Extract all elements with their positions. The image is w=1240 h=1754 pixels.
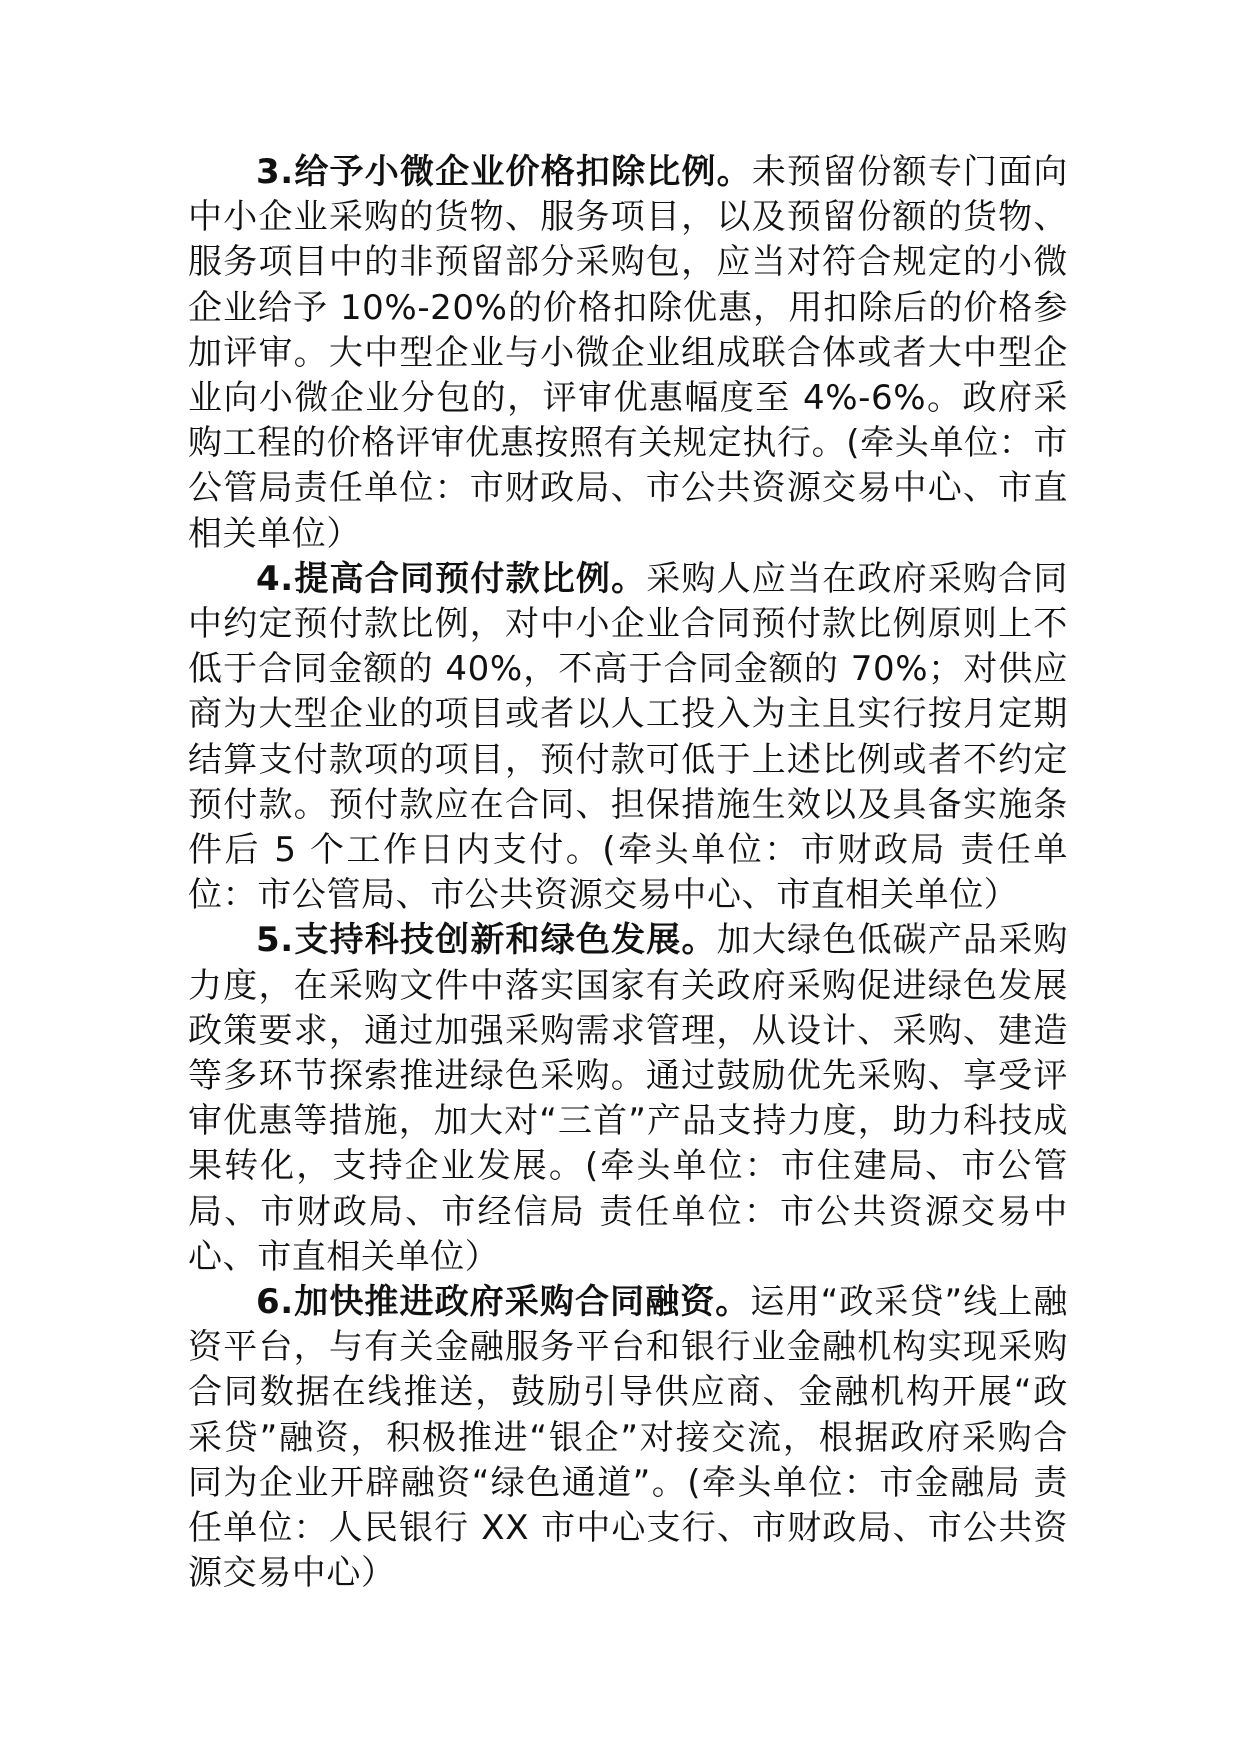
paragraph-item-5 bbox=[188, 918, 1068, 1280]
paragraph-body: 运用“政采贷”线上融资平台，与有关金融服务平台和银行业金融机构实现采购合同数据在线推送，鼓励引导供应商、金融机构开展“政采贷”融资，积极推进“银企”对接交流，根据政府采购合同为企业开辟融资“绿色通道”。(牵头单位：市金融局 责任单位：人民银行 XX 市中心支行、市财政局、市公共资源交易中心） bbox=[188, 1282, 1068, 1594]
paragraph-title: 5.支持科技创新和绿色发展。 bbox=[256, 920, 717, 961]
paragraph-body: 未预留份额专门面向中小企业采购的货物、服务项目，以及预留份额的货物、服务项目中的非预留部分采购包，应当对符合规定的小微企业给予 10%-20%的价格扣除优惠，用扣除后的价格参加评审。大中型企业与小微企业组成联合体或者大中型企业向小微企业分包的，评审优惠幅度至 4%-6%。政府采购工程的价格评审优惠按照有关规定执行。(牵头单位：市公管局责任单位：市财政局、市公共资源交易中心、市直相关单位） bbox=[188, 152, 1068, 554]
paragraph-item-4 bbox=[188, 557, 1068, 919]
paragraph-title: 3.给予小微企业价格扣除比例。 bbox=[256, 152, 752, 192]
paragraph-item-6 bbox=[188, 1280, 1068, 1596]
paragraph-body: 采购人应当在政府采购合同中约定预付款比例，对中小企业合同预付款比例原则上不低于合同金额的 40%，不高于合同金额的 70%；对供应商为大型企业的项目或者以人工投入为主且实行按月定期结算支付款项的项目，预付款可低于上述比例或者不约定预付款。预付款应在合同、担保措施生效以及具备实施条件后 5 个工作日内支付。(牵头单位：市财政局 责任单位：市公管局、市公共资源交易中心、市直相关单位） bbox=[188, 558, 1068, 916]
paragraph-title: 6.加快推进政府采购合同融资。 bbox=[256, 1282, 751, 1323]
document-body bbox=[188, 150, 1068, 1597]
paragraph-title: 4.提高合同预付款比例。 bbox=[256, 558, 647, 599]
paragraph-body: 加大绿色低碳产品采购力度，在采购文件中落实国家有关政府采购促进绿色发展政策要求，通过加强采购需求管理，从设计、采购、建造等多环节探索推进绿色采购。通过鼓励优先采购、享受评审优惠等措施，加大对“三首”产品支持力度，助力科技成果转化，支持企业发展。(牵头单位：市住建局、市公管局、市财政局、市经信局 责任单位：市公共资源交易中心、市直相关单位） bbox=[188, 920, 1068, 1277]
paragraph-item-3 bbox=[188, 150, 1068, 557]
